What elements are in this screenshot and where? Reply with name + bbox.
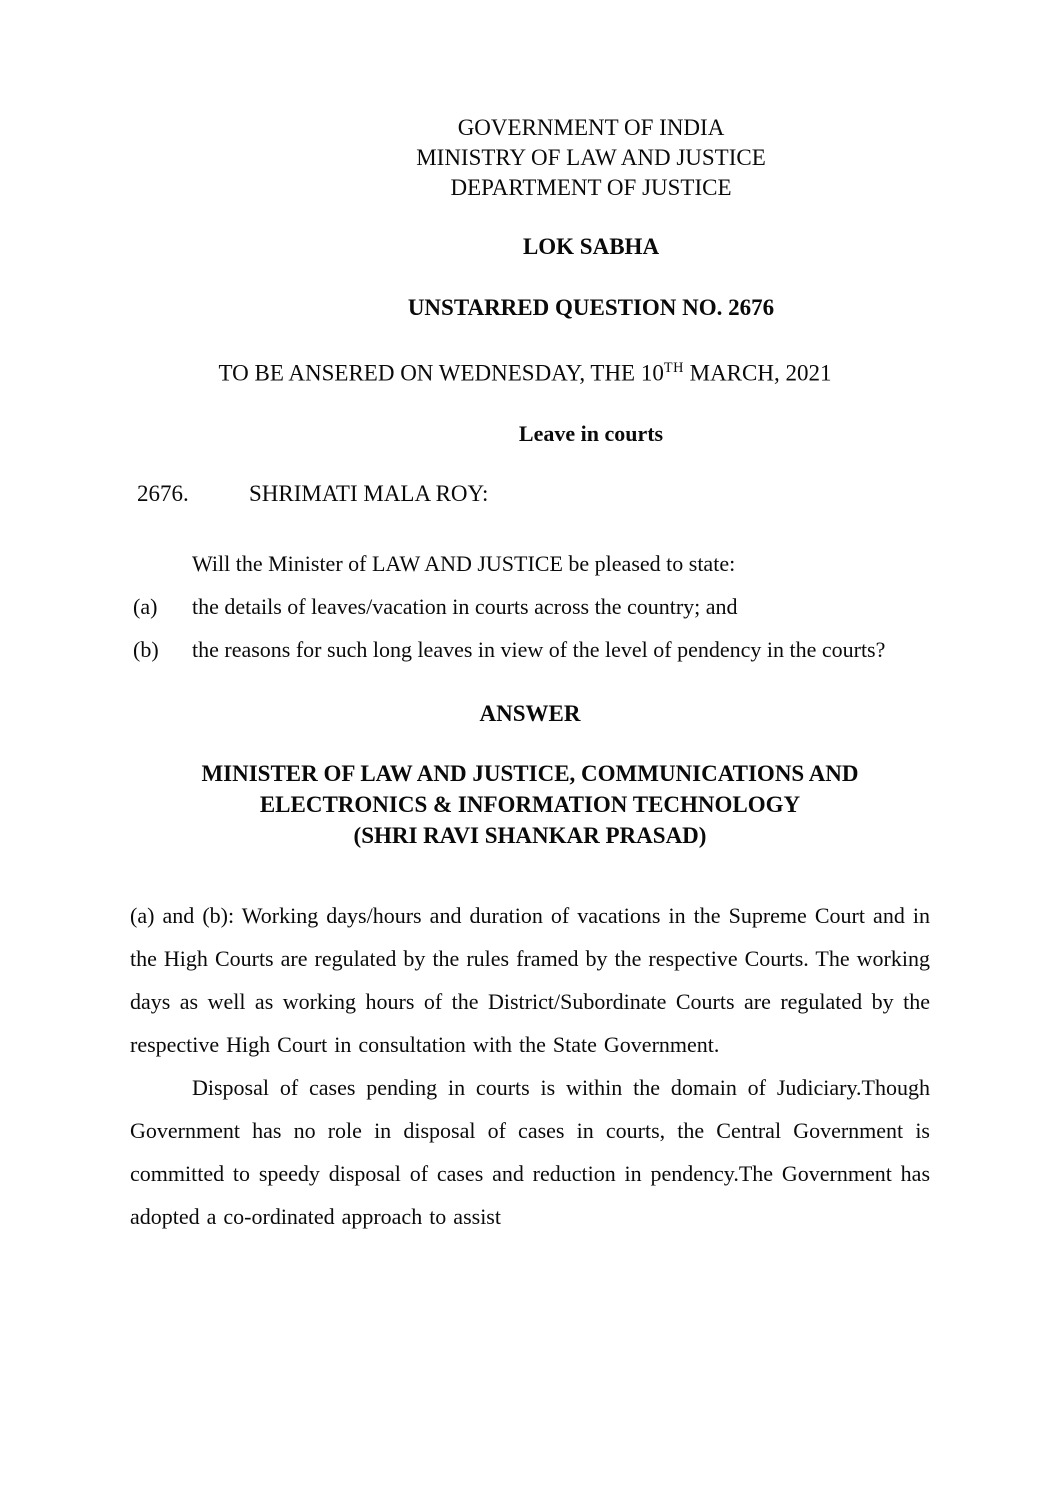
part-a-label: (a): [133, 593, 158, 619]
part-a-text: the details of leaves/vacation in courts across the country; and: [192, 593, 738, 619]
part-b-text: the reasons for such long leaves in view of the level of pendency in the courts?: [192, 636, 886, 662]
answer-heading: ANSWER: [479, 700, 581, 726]
part-b-label: (b): [133, 636, 159, 662]
answer-date-ordinal: TH: [663, 360, 684, 376]
minister-title-line-2: ELECTRONICS & INFORMATION TECHNOLOGY: [259, 791, 801, 817]
subject-title: Leave in courts: [518, 420, 664, 446]
question-part-b: [130, 628, 930, 671]
answer-paragraph-2: Disposal of cases pending in courts is within the domain of Judiciary.Though Government has no role in disposal of cases in courts, the Central Government is committed to speedy disposal of cases and reduction in pendency.The Government has adopted a co-ordinated approach to assist: [130, 1074, 930, 1229]
question-intro: Will the Minister of LAW AND JUSTICE be pleased to state:: [192, 550, 736, 576]
question-part-a: [130, 585, 930, 628]
minister-title-line-3: (SHRI RAVI SHANKAR PRASAD): [353, 822, 707, 848]
ministry-line: MINISTRY OF LAW AND JUSTICE: [416, 145, 766, 170]
answer-date-prefix: TO BE ANSERED ON WEDNESDAY, THE 10: [218, 360, 664, 386]
minister-title-line-1: MINISTER OF LAW AND JUSTICE, COMMUNICATIONS AND: [201, 760, 859, 786]
answer-paragraph-1: (a) and (b): Working days/hours and duration of vacations in the Supreme Court and in the High Courts are regulated by the rules framed by the respective Courts. The working days as well as working hours of the District/Subordinate Courts are regulated by the respective High Court in consultation with the State Government.: [130, 902, 930, 1057]
question-number: 2676.: [137, 480, 189, 506]
document-header: [191, 0, 991, 203]
house-title: LOK SABHA: [522, 234, 660, 259]
department-line: DEPARTMENT OF JUSTICE: [450, 175, 732, 200]
answer-date-line: [125, 352, 925, 390]
answer-date-suffix: MARCH, 2021: [683, 360, 832, 386]
question-header-line: [130, 479, 930, 509]
minister-title-block: [130, 758, 930, 851]
question-number-title: UNSTARRED QUESTION NO. 2676: [407, 295, 775, 320]
question-asker: SHRIMATI MALA ROY:: [249, 480, 489, 506]
question-body: [130, 542, 930, 671]
government-line: GOVERNMENT OF INDIA: [457, 115, 725, 140]
